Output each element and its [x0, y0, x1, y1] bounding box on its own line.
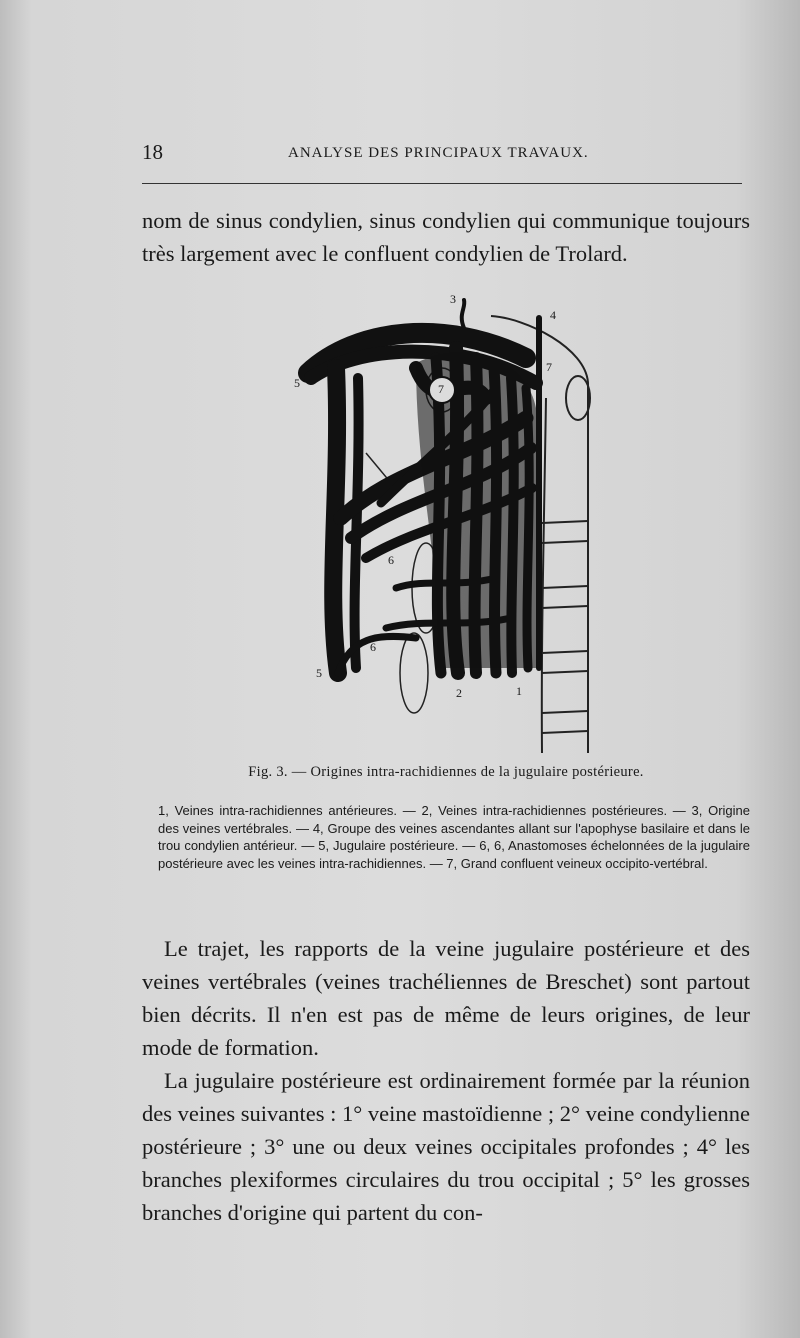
- page-number: 18: [142, 140, 163, 164]
- running-title: ANALYSE DES PRINCIPAUX TRAVAUX.: [288, 145, 589, 161]
- figure-label-3: 3: [450, 292, 456, 306]
- paragraph-2: La jugulaire postérieure est ordinairement formée par la réunion des veines suivantes : 1° veine mastoïdienne ; 2° veine condylienne postérieure ; 3° une ou deux veines occipitales profondes ; 4° les branches plexiformes circulaires du trou occipital ; 5° les grosses branches d'origine qui partent du con-: [142, 1068, 750, 1225]
- figure-caption-title: Fig. 3. — Origines intra-rachidiennes de la jugulaire postérieure.: [248, 764, 644, 780]
- figure-label-5-bottom: 5: [316, 666, 322, 680]
- figure-label-7-circle: 7: [438, 382, 444, 396]
- figure-label-2: 2: [456, 686, 462, 700]
- figure-label-5-top: 5: [294, 376, 300, 390]
- figure-label-6-lower: 6: [370, 640, 376, 654]
- paragraph-1: Le trajet, les rapports de la veine jugulaire postérieure et des veines vertébrales (veines trachéliennes de Breschet) sont partout bien décrits. Il n'en est pas de même de leurs origines, de leur mode de formation.: [142, 936, 750, 1060]
- paragraph-continuation: nom de sinus condylien, sinus condylien qui communique toujours très largement avec le confluent condylien de Trolard.: [142, 208, 750, 266]
- figure-label-7-right: 7: [546, 360, 552, 374]
- figure-label-6-upper: 6: [388, 553, 394, 567]
- page-header: [142, 140, 742, 170]
- figure-label-1: 1: [516, 684, 522, 698]
- anatomical-figure: [296, 288, 606, 758]
- header-rule: [142, 183, 742, 184]
- figure-label-4: 4: [550, 308, 556, 322]
- figure-caption-legend: 1, Veines intra-rachidiennes antérieures. — 2, Veines intra-rachidiennes postérieures. — 3, Origine des veines vertébrales. — 4, Groupe des veines ascendantes allant sur l'apophyse basilaire et dans le trou condylien antérieur. — 5, Jugulaire postérieure. — 6, 6, Anastomoses échelonnées de la jugulaire postérieure avec les veines intra-rachidiennes. — 7, Grand confluent veineux occipito-vertébral.: [158, 803, 750, 871]
- vein-illustration: [296, 288, 606, 758]
